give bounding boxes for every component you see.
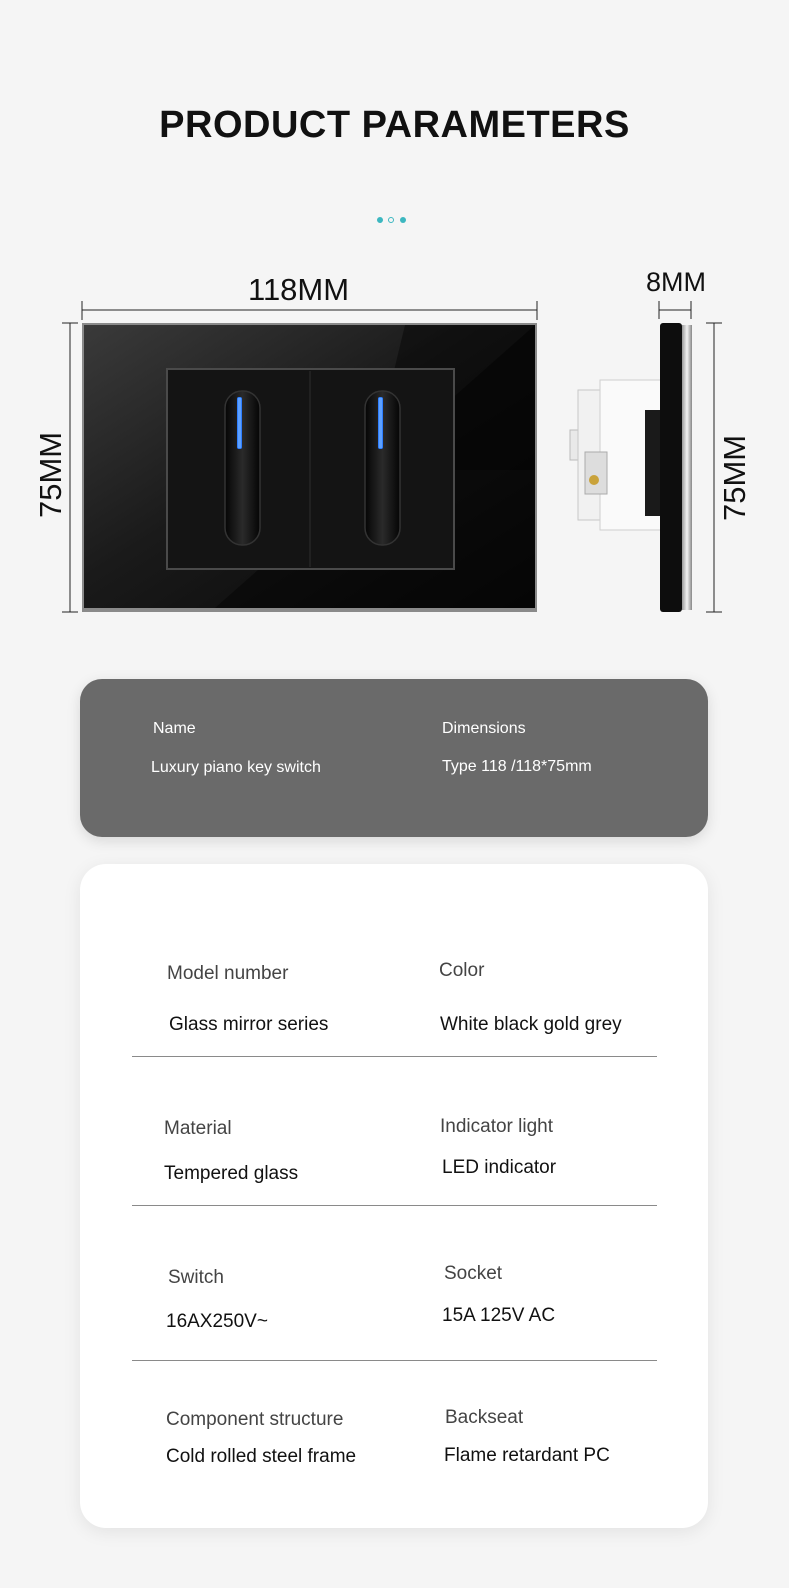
spec-value: Glass mirror series: [169, 1014, 329, 1035]
spec-label: Indicator light: [440, 1116, 554, 1137]
switch-side-view: [570, 323, 692, 612]
piano-key-left: [225, 391, 260, 545]
dot-indicator: [377, 217, 383, 223]
spec-value: 15A 125V AC: [442, 1305, 556, 1326]
piano-key-right: [365, 391, 400, 545]
spec-value: 16AX250V~: [166, 1311, 268, 1332]
width-label: 118MM: [248, 272, 350, 307]
dimensions-value: Type 118 /118*75mm: [442, 758, 592, 775]
depth-dimension-line: [659, 301, 691, 319]
spec-value: LED indicator: [442, 1157, 557, 1178]
row-divider: [132, 1205, 657, 1206]
name-value: Luxury piano key switch: [151, 759, 321, 776]
dot-indicator: [388, 217, 394, 223]
spec-label: Component structure: [166, 1409, 344, 1430]
name-label: Name: [153, 720, 196, 737]
depth-label: 8MM: [646, 267, 706, 297]
switch-front-panel: [82, 323, 537, 612]
dimensions-label: Dimensions: [442, 720, 526, 737]
spec-label: Switch: [168, 1267, 224, 1288]
spec-label: Backseat: [445, 1407, 524, 1428]
page-title: PRODUCT PARAMETERS: [159, 104, 630, 146]
dot-indicator: [400, 217, 406, 223]
height-label: 75MM: [33, 431, 68, 518]
specs-card: [80, 864, 708, 1528]
spec-value: Flame retardant PC: [444, 1445, 610, 1466]
row-divider: [132, 1056, 657, 1057]
side-height-label: 75MM: [717, 434, 752, 521]
summary-card: [80, 679, 708, 837]
spec-label: Socket: [444, 1263, 503, 1284]
spec-value: Tempered glass: [164, 1163, 299, 1184]
switch-dimension-diagram: [0, 260, 789, 620]
spec-value: Cold rolled steel frame: [166, 1446, 357, 1467]
carousel-dots: [377, 217, 417, 225]
spec-label: Material: [164, 1118, 232, 1139]
row-divider: [132, 1360, 657, 1361]
spec-label: Model number: [167, 963, 289, 984]
spec-value: White black gold grey: [440, 1014, 622, 1035]
spec-label: Color: [439, 960, 485, 981]
